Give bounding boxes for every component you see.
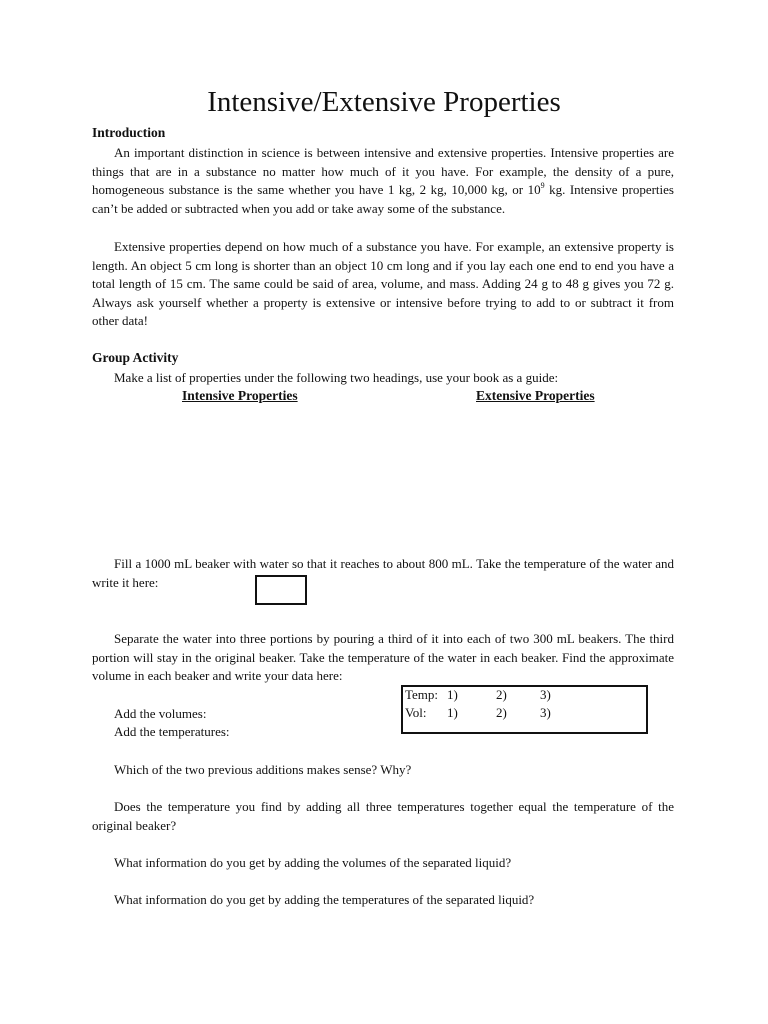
vol-entry-2-label: 2) [496,705,507,720]
vol-entry-1-label: 1) [447,705,458,720]
temp-entry-1-label: 1) [447,687,458,702]
question-2: Does the temperature you find by adding all three temperatures together equal the temperature of the original beaker? [92,799,674,833]
temp-label: Temp: [405,687,439,702]
page-title: Intensive/Extensive Properties [207,86,561,118]
question-3: What information do you get by adding the volumes of the separated liquid? [114,855,512,870]
temp-entry-3-label: 3) [540,687,551,702]
intro-paragraph-1-text-a: An important distinction in science is between intensive and extensive properties. Intensive properties are things that are in a substance no matter how much of it you have. For example, the density of a pure, homogeneous substance is the same whether you have 1 kg, 2 kg, 10,000 kg, or 10 [92,145,674,198]
vol-label: Vol: [405,705,427,720]
intro-paragraph-2: Extensive properties depend on how much of a substance you have. For example, an extensive property is length. An object 5 cm long is shorter than an object 10 cm long and if you lay each one end to end you have a total length of 15 cm. The same could be said of area, volume, and mass. Adding 24 g to 48 g gives you 72 g. Always ask yourself whether a property is extensive or intensive before trying to add to or subtract it from other data! [92,239,674,329]
add-volumes-prompt: Add the volumes: [114,706,207,721]
group-activity-heading: Group Activity [92,350,179,365]
question-1: Which of the two previous additions makes sense? Why? [114,762,412,777]
water-temperature-answer-box[interactable] [255,575,307,605]
extensive-properties-heading: Extensive Properties [476,388,595,403]
intro-paragraph-1-text-b: kg. Intensive properties can’t be added or subtracted when you add or take away some of the substance. [92,182,674,216]
introduction-heading: Introduction [92,125,166,140]
group-activity-instruction: Make a list of properties under the following two headings, use your book as a guide: [114,370,559,385]
exponent-superscript: 9 [540,181,545,191]
fill-beaker-instruction: Fill a 1000 mL beaker with water so that it reaches to about 800 mL. Take the temperature of the water and write it here: [92,556,674,590]
intensive-properties-heading: Intensive Properties [182,388,298,403]
vol-entry-3-label: 3) [540,705,551,720]
separate-water-instruction: Separate the water into three portions by pouring a third of it into each of two 300 mL beakers. The third portion will stay in the original beaker. Take the temperature of the water in each beaker. Find the approximate volume in each beaker and write your data here: [92,631,674,684]
add-temperatures-prompt: Add the temperatures: [114,724,230,739]
question-4: What information do you get by adding the temperatures of the separated liquid? [114,892,535,907]
temp-entry-2-label: 2) [496,687,507,702]
intro-paragraph-1 [92,144,674,218]
data-table-box[interactable] [401,685,648,734]
